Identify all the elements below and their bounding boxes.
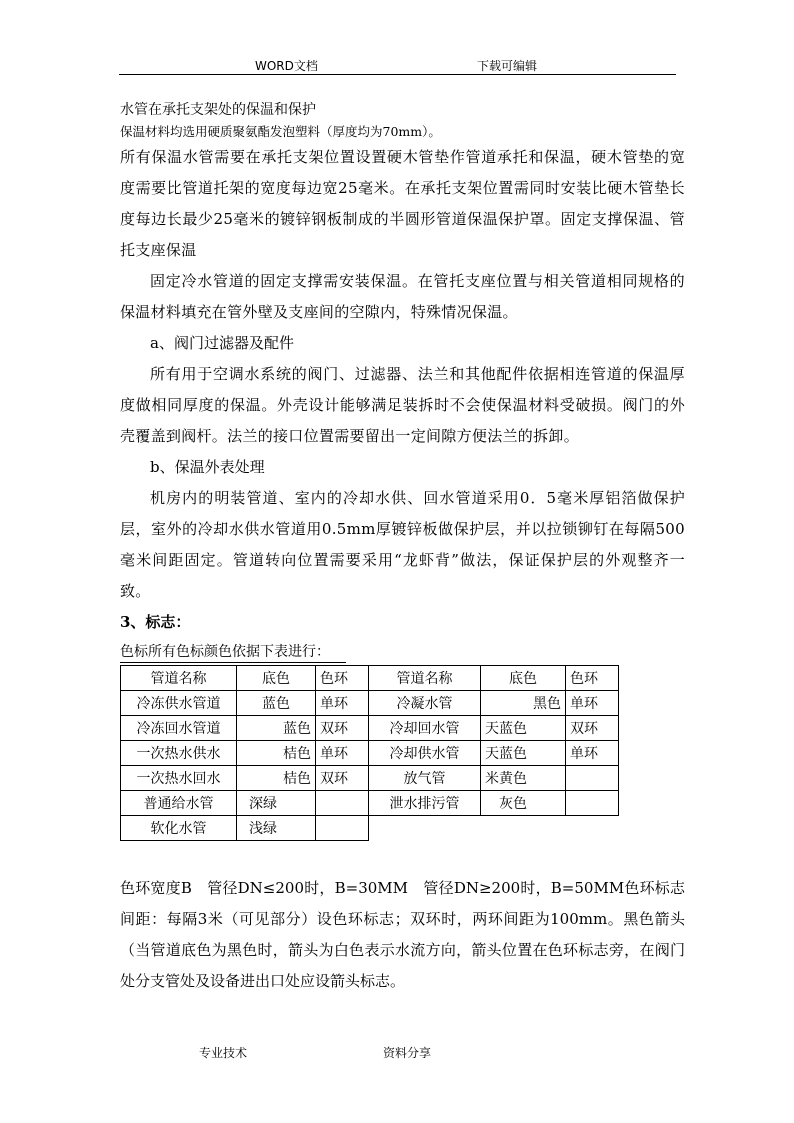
- table-empty-cell: [566, 816, 619, 841]
- table-cell: 一次热水回水: [121, 766, 237, 791]
- table-cell: [316, 791, 369, 816]
- table-cell: 普通给水管: [121, 791, 237, 816]
- table-cell: 冷凝水管: [369, 691, 481, 716]
- table-header-cell: 底色: [481, 666, 566, 691]
- paragraph-support-insulation: 所有保温水管需要在承托支架位置设置硬木管垫作管道承托和保温，硬木管垫的宽度需要比管道托架的宽度每边宽25毫米。在承托支架位置需同时安装比硬木管垫长度每边长最少25毫米的镀锌钢板制成的半圆形管道保温保护罩。固定支撑保温、管托支座保温: [120, 148, 685, 259]
- header-rule: [119, 74, 676, 75]
- heading-marking: 3、标志：: [120, 613, 191, 631]
- table-row: [121, 766, 619, 791]
- table-cell: 浅绿: [237, 816, 316, 841]
- paragraph-surface-treatment: 机房内的明装管道、室内的冷却水供、回水管道采用0．5毫米厚铝箔做保护层，室外的冷却水供水管道用0.5mm厚镀锌板做保护层，并以拉锁铆钉在每隔500毫米间距固定。管道转向位置需要采用“龙虾背”做法，保证保护层的外观整齐一致。: [120, 489, 685, 600]
- table-cell: 米黄色: [481, 766, 566, 791]
- table-cell: 一次热水供水: [121, 741, 237, 766]
- table-cell: 黑色: [481, 691, 566, 716]
- table-cell: 双环: [316, 716, 369, 741]
- table-cell: 放气管: [369, 766, 481, 791]
- table-cell: 单环: [316, 691, 369, 716]
- paragraph-ring-spec: 色环宽度B 管径DN≤200时，B=30MM 管径DN≥200时，B=50MM色环标志间距：每隔3米（可见部分）设色环标志；双环时，两环间距为100mm。黑色箭头（当管道底色为黑色时，箭头为白色表示水流方向，箭头位置在色环标志旁，在阀门处分支管处及设备进出口处应设箭头标志。: [120, 879, 685, 990]
- item-a-heading: a、阀门过滤器及配件: [150, 334, 294, 352]
- table-cell: 单环: [566, 741, 619, 766]
- footer-right-text: 资料分享: [383, 1046, 432, 1060]
- table-cell: [316, 816, 369, 841]
- table-row: [121, 741, 619, 766]
- table-cell: 双环: [566, 716, 619, 741]
- section-title: 水管在承托支架处的保温和保护: [120, 102, 316, 118]
- table-cell: 深绿: [237, 791, 316, 816]
- header-right-text: 下载可编辑: [477, 59, 538, 73]
- header-left-text: WORD文档: [255, 59, 318, 73]
- document-body: [120, 98, 685, 997]
- table-row: [121, 791, 619, 816]
- table-cell: 桔色: [237, 766, 316, 791]
- table-caption: 色标所有色标颜色依据下表进行：: [120, 642, 346, 663]
- footer-left-text: 专业技术: [199, 1046, 248, 1060]
- table-header-cell: 管道名称: [121, 666, 237, 691]
- table-cell: 双环: [316, 766, 369, 791]
- table-cell: 冷冻回水管道: [121, 716, 237, 741]
- table-row: [121, 816, 619, 841]
- paragraph-fixed-support: 固定冷水管道的固定支撑需安装保温。在管托支座位置与相关管道相同规格的保温材料填充在管外壁及支座间的空隙内，特殊情况保温。: [120, 272, 685, 321]
- table-header-cell: 底色: [237, 666, 316, 691]
- table-header-cell: 管道名称: [369, 666, 481, 691]
- table-row: [121, 691, 619, 716]
- table-cell: 软化水管: [121, 816, 237, 841]
- table-empty-cell: [481, 816, 566, 841]
- table-header-row: [121, 666, 619, 691]
- material-note: 保温材料均选用硬质聚氨酯发泡塑料（厚度均为70mm）。: [120, 124, 441, 139]
- table-cell: 泄水排污管: [369, 791, 481, 816]
- paragraph-valves: 所有用于空调水系统的阀门、过滤器、法兰和其他配件依据相连管道的保温厚度做相同厚度的保温。外壳设计能够满足装拆时不会使保温材料受破损。阀门的外壳覆盖到阀杆。法兰的接口位置需要留出一定间隙方便法兰的拆卸。: [120, 365, 685, 445]
- table-cell: 天蓝色: [481, 716, 566, 741]
- table-cell: 天蓝色: [481, 741, 566, 766]
- table-cell: 冷却供水管: [369, 741, 481, 766]
- table-empty-cell: [369, 816, 481, 841]
- table-cell: 灰色: [481, 791, 566, 816]
- color-code-table: [120, 665, 619, 841]
- item-b-heading: b、保温外表处理: [150, 458, 265, 476]
- table-header-cell: 色环: [316, 666, 369, 691]
- table-cell: 蓝色: [237, 716, 316, 741]
- table-cell: 冷却回水管: [369, 716, 481, 741]
- table-cell: 冷冻供水管道: [121, 691, 237, 716]
- table-cell: 单环: [566, 691, 619, 716]
- table-cell: [566, 791, 619, 816]
- table-row: [121, 716, 619, 741]
- table-cell: [566, 766, 619, 791]
- table-cell: 蓝色: [237, 691, 316, 716]
- table-cell: 单环: [316, 741, 369, 766]
- table-header-cell: 色环: [566, 666, 619, 691]
- table-cell: 桔色: [237, 741, 316, 766]
